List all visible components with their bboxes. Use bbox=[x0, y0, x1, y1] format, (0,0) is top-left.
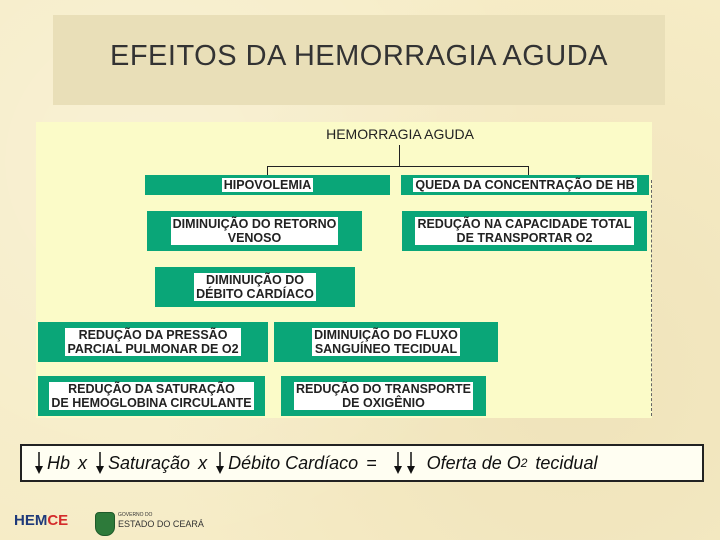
box-hipovolemia bbox=[145, 175, 390, 195]
formula-equals: = bbox=[366, 452, 377, 473]
box-diminuicao-retorno-venoso bbox=[147, 211, 362, 251]
diagram-root-label: HEMORRAGIA AGUDA bbox=[326, 126, 474, 142]
formula-subscript: 2 bbox=[520, 456, 528, 470]
connector-left-drop bbox=[267, 166, 268, 175]
formula-times-1: x bbox=[78, 452, 88, 473]
gov-line-1: GOVERNO DO bbox=[118, 512, 153, 518]
formula-saturacao: Saturação bbox=[108, 452, 191, 473]
gov-line-2: ESTADO DO CEARÁ bbox=[118, 519, 204, 529]
connector-right-drop bbox=[528, 166, 529, 175]
hemoce-logo bbox=[14, 512, 68, 529]
down-arrow-icon bbox=[393, 452, 403, 474]
down-arrow-icon bbox=[95, 452, 105, 474]
dashed-connector bbox=[651, 180, 652, 416]
hemoce-logo-accent: CE bbox=[47, 512, 69, 529]
formula-box bbox=[20, 444, 704, 482]
box-reducao-pressao-label: REDUÇÃO DA PRESSÃO PARCIAL PULMONAR DE O2 bbox=[67, 328, 239, 356]
box-diminuicao-debito-label: DIMINUIÇÃO DO DÉBITO CARDÍACO bbox=[196, 273, 314, 301]
slide-title: EFEITOS DA HEMORRAGIA AGUDA bbox=[109, 40, 609, 72]
formula-hb: Hb bbox=[47, 452, 71, 473]
connector-root-horizontal bbox=[267, 166, 529, 167]
down-arrow-icon bbox=[34, 452, 44, 474]
box-diminuicao-retorno-venoso-label: DIMINUIÇÃO DO RETORNO VENOSO bbox=[172, 217, 337, 245]
box-queda-hb-label: QUEDA DA CONCENTRAÇÃO DE HB bbox=[415, 178, 635, 192]
hemoce-logo-main: HEM bbox=[14, 512, 48, 529]
down-arrow-icon bbox=[215, 452, 225, 474]
formula-times-2: x bbox=[198, 452, 208, 473]
box-reducao-capacidade-label: REDUÇÃO NA CAPACIDADE TOTAL DE TRANSPORTAR O2 bbox=[417, 217, 632, 245]
state-seal-icon bbox=[95, 512, 115, 536]
formula-debito: Débito Cardíaco bbox=[228, 452, 359, 473]
box-diminuicao-debito bbox=[155, 267, 355, 307]
box-reducao-saturacao-label: REDUÇÃO DA SATURAÇÃO DE HEMOGLOBINA CIRCULANTE bbox=[51, 382, 252, 410]
formula-oferta: Oferta de O bbox=[426, 452, 521, 473]
box-diminuicao-fluxo-label: DIMINUIÇÃO DO FLUXO SANGUÍNEO TECIDUAL bbox=[314, 328, 458, 356]
box-reducao-pressao bbox=[38, 322, 268, 362]
formula-tecidual: tecidual bbox=[535, 452, 598, 473]
box-diminuicao-fluxo bbox=[274, 322, 498, 362]
box-reducao-transporte bbox=[281, 376, 486, 416]
down-arrow-icon bbox=[406, 452, 416, 474]
box-reducao-capacidade bbox=[402, 211, 647, 251]
box-reducao-saturacao bbox=[38, 376, 265, 416]
connector-root-vertical bbox=[399, 145, 400, 166]
box-hipovolemia-label: HIPOVOLEMIA bbox=[223, 178, 312, 192]
box-queda-hb bbox=[401, 175, 649, 195]
box-reducao-transporte-label: REDUÇÃO DO TRANSPORTE DE OXIGÊNIO bbox=[295, 382, 471, 410]
